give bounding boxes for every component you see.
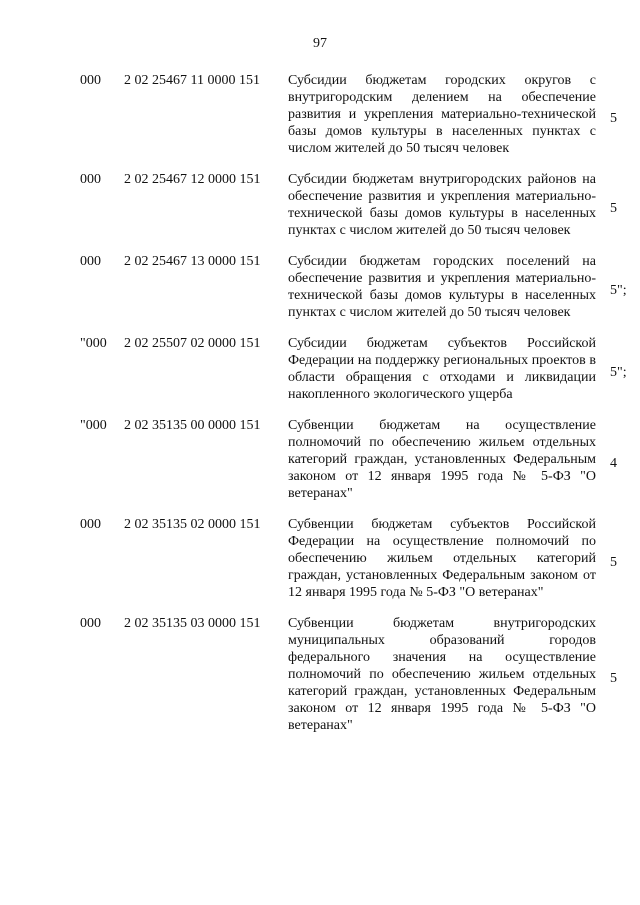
group-mark: 4 — [610, 455, 617, 471]
group-mark: 5 — [610, 670, 617, 686]
admin-code: 000 — [80, 616, 101, 631]
budget-classification-code: 2 02 35135 00 0000 151 — [124, 418, 261, 433]
group-mark: 5 — [610, 110, 617, 126]
income-description: Субсидии бюджетам субъектов Российской Федерации на поддержку региональных проектов в области обращения с отходами и ликвидации накопленного экологического ущерба — [288, 336, 596, 402]
admin-code: "000 — [80, 418, 107, 433]
budget-classification-code: 2 02 25467 13 0000 151 — [124, 254, 261, 269]
budget-codes-table — [0, 72, 640, 748]
table-row — [0, 72, 640, 157]
income-description: Субсидии бюджетам городских поселений на обеспечение развития и укрепления материально-технической базы домов культуры в населенных пунктах с числом жителей до 50 тысяч человек — [288, 254, 596, 320]
income-description: Субвенции бюджетам субъектов Российской Федерации на осуществление полномочий по обеспечению жильем отдельных категорий граждан, установленных Федеральным законом от 12 января 1995 года № 5-ФЗ "О ветеранах" — [288, 517, 596, 600]
admin-code: 000 — [80, 254, 101, 269]
table-row — [0, 615, 640, 734]
budget-classification-code: 2 02 35135 03 0000 151 — [124, 616, 261, 631]
table-row — [0, 516, 640, 601]
budget-classification-code: 2 02 25507 02 0000 151 — [124, 336, 261, 351]
group-mark: 5 — [610, 200, 617, 216]
income-description: Субвенции бюджетам на осуществление полномочий по обеспечению жильем отдельных категорий граждан, установленных Федеральным законом от 12 января 1995 года № 5-ФЗ "О ветеранах" — [288, 418, 596, 501]
income-description: Субсидии бюджетам внутригородских районов на обеспечение развития и укрепления материально-технической базы домов культуры в населенных пунктах с числом жителей до 50 тысяч человек — [288, 172, 596, 238]
group-mark: 5"; — [610, 364, 627, 380]
budget-classification-code: 2 02 25467 11 0000 151 — [124, 73, 260, 88]
budget-classification-code: 2 02 35135 02 0000 151 — [124, 517, 261, 532]
budget-classification-code: 2 02 25467 12 0000 151 — [124, 172, 261, 187]
group-mark: 5 — [610, 554, 617, 570]
admin-code: "000 — [80, 336, 107, 351]
income-description: Субсидии бюджетам городских округов с внутригородским делением на обеспечение развития и укрепления материально-технической базы домов культуры в населенных пунктах с числом жителей до 50 тысяч человек — [288, 73, 596, 156]
table-row — [0, 417, 640, 502]
table-row — [0, 253, 640, 321]
income-description: Субвенции бюджетам внутригородских муниципальных образований городов федерального значения на осуществление полномочий по обеспечению жильем отдельных категорий граждан, установленных Федеральным законом от 12 января 1995 года № 5-ФЗ "О ветеранах" — [288, 616, 596, 733]
admin-code: 000 — [80, 172, 101, 187]
admin-code: 000 — [80, 517, 101, 532]
group-mark: 5"; — [610, 282, 627, 298]
admin-code: 000 — [80, 73, 101, 88]
table-row — [0, 335, 640, 403]
table-row — [0, 171, 640, 239]
page-number: 97 — [313, 36, 327, 51]
